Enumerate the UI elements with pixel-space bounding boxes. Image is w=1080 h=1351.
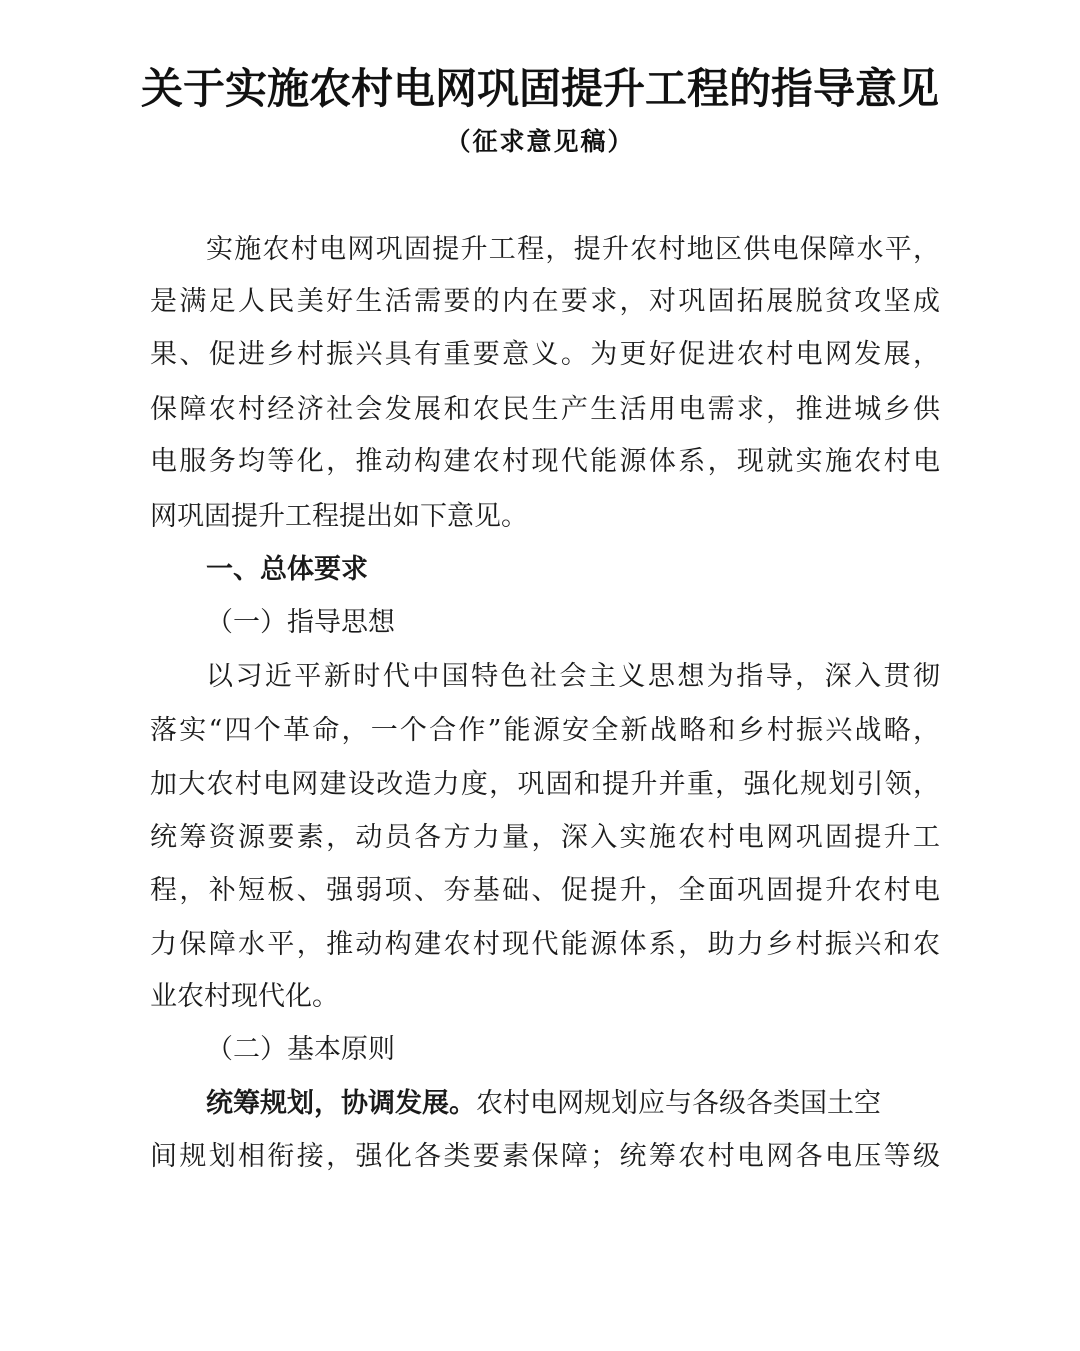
principle-line-1 bbox=[206, 1084, 940, 1124]
subsection-heading-1: （一）指导思想 bbox=[206, 607, 395, 638]
intro-line-6: 网巩固提升工程提出如下意见。 bbox=[150, 501, 528, 532]
document-title: 关于实施农村电网巩固提升工程的指导意见 bbox=[140, 64, 939, 113]
intro-line-5: 电服务均等化，推动构建农村现代能源体系，现就实施农村电 bbox=[150, 446, 940, 477]
intro-line-4: 保障农村经济社会发展和农民生产生活用电需求，推进城乡供 bbox=[150, 394, 940, 425]
guiding-line-3: 加大农村电网建设改造力度，巩固和提升并重，强化规划引领， bbox=[150, 769, 940, 800]
guiding-line-5: 程，补短板、强弱项、夯基础、促提升，全面巩固提升农村电 bbox=[150, 875, 940, 906]
intro-line-1: 实施农村电网巩固提升工程，提升农村地区供电保障水平， bbox=[206, 234, 940, 265]
principle-text: 农村电网规划应与各级各类国土空 bbox=[476, 1088, 881, 1119]
intro-line-2: 是满足人民美好生活需要的内在要求，对巩固拓展脱贫攻坚成 bbox=[150, 286, 940, 317]
guiding-line-7: 业农村现代化。 bbox=[150, 981, 339, 1012]
principle-line-2: 间规划相衔接，强化各类要素保障；统筹农村电网各电压等级 bbox=[150, 1141, 940, 1172]
guiding-line-6: 力保障水平，推动构建农村现代能源体系，助力乡村振兴和农 bbox=[150, 929, 940, 960]
section-heading-1: 一、总体要求 bbox=[206, 554, 368, 585]
principle-title: 统筹规划，协调发展。 bbox=[206, 1088, 476, 1119]
guiding-line-4: 统筹资源要素，动员各方力量，深入实施农村电网巩固提升工 bbox=[150, 822, 940, 853]
guiding-line-2: 落实“四个革命，一个合作”能源安全新战略和乡村振兴战略， bbox=[150, 715, 940, 746]
guiding-line-1: 以习近平新时代中国特色社会主义思想为指导，深入贯彻 bbox=[206, 661, 940, 692]
intro-line-3: 果、促进乡村振兴具有重要意义。为更好促进农村电网发展， bbox=[150, 339, 940, 370]
subsection-heading-2: （二）基本原则 bbox=[206, 1034, 395, 1065]
document-subtitle: （征求意见稿） bbox=[445, 127, 635, 156]
